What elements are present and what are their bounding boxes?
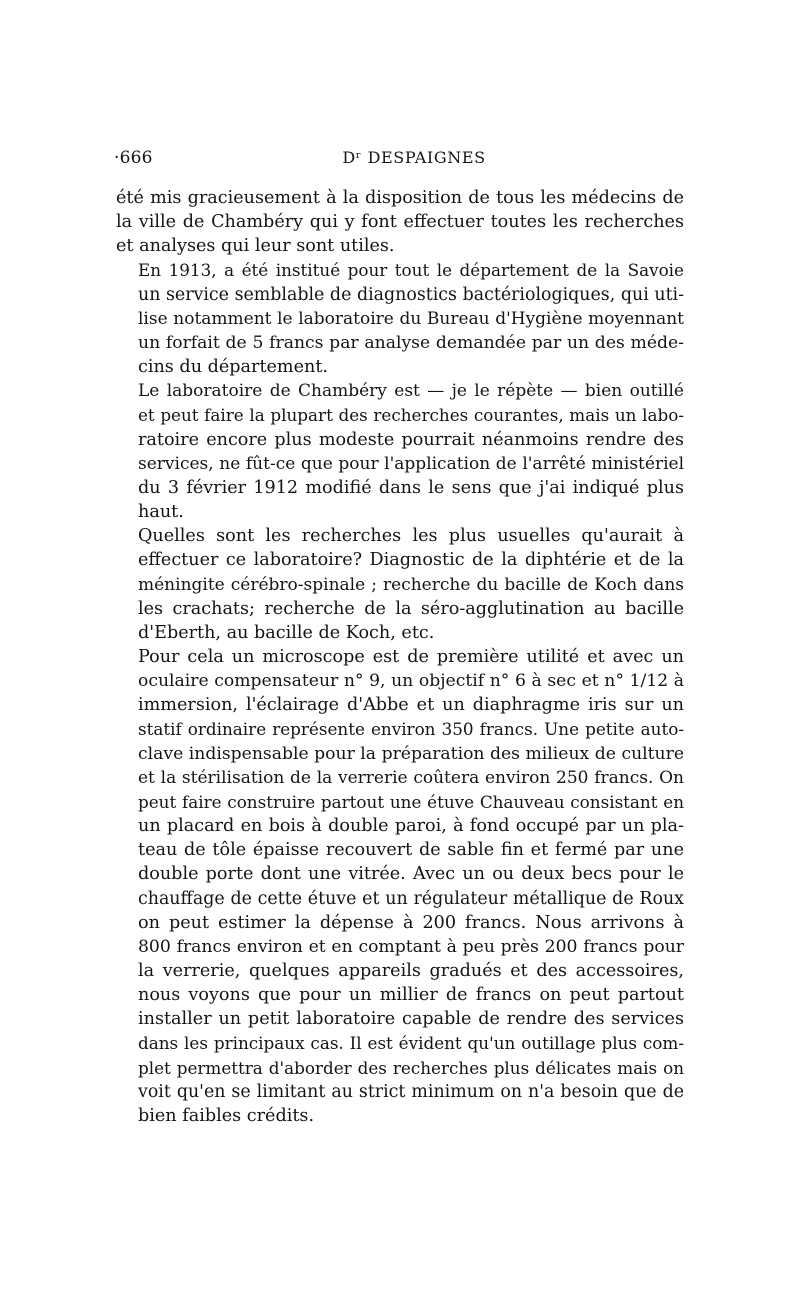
text-line: été mis gracieusement à la disposition de tous les médecins de [116, 188, 684, 208]
text-line: double porte dont une vitrée. Avec un ou deux becs pour le [138, 864, 684, 885]
text-line: et peut faire la plupart des recherches courantes, mais un labo- [138, 405, 684, 426]
text-line: oculaire compensateur n° 9, un objectif n° 6 à sec et n° 1/12 à [138, 671, 684, 692]
running-title: Dʳ DESPAIGNES [342, 148, 486, 167]
text-line: plet permettra d'aborder des recherches plus délicates mais on [138, 1057, 684, 1078]
text-line: méningite cérébro-spinale ; recherche du bacille de Koch dans [138, 574, 684, 595]
text-line: 800 francs environ et en comptant à peu près 200 francs pour [138, 936, 684, 957]
text-line: installer un petit laboratoire capable de rendre des services [138, 1009, 684, 1030]
text-line: peut faire construire partout une étuve Chauveau consistant en [138, 791, 684, 812]
text-line: Le laboratoire de Chambéry est — je le répète — bien outillé [138, 381, 684, 402]
body-text [116, 186, 684, 1128]
text-line: on peut estimer la dépense à 200 francs. Nous arrivons à [138, 912, 684, 933]
text-line: les crachats; recherche de la séro-agglutination au bacille [138, 598, 684, 619]
text-line: Quelles sont les recherches les plus usuelles qu'aurait à [138, 526, 684, 547]
text-line: nous voyons que pour un millier de francs on peut partout [138, 985, 684, 1006]
text-line: bien faibles crédits. [138, 1105, 315, 1126]
running-head [114, 148, 684, 174]
paragraph [116, 186, 684, 258]
text-line: statif ordinaire représente environ 350 francs. Une petite auto- [138, 719, 684, 740]
text-line: lise notamment le laboratoire du Bureau d'Hygiène moyennant [138, 308, 684, 329]
paragraph [116, 379, 684, 524]
paragraph [116, 524, 684, 645]
text-line: un forfait de 5 francs par analyse demandée par un des méde- [138, 332, 684, 353]
text-line: En 1913, a été institué pour tout le département de la Savoie [138, 260, 684, 281]
text-line: immersion, l'éclairage d'Abbe et un diaphragme iris sur un [138, 695, 684, 716]
text-line: et analyses qui leur sont utiles. [116, 236, 395, 257]
text-line: la ville de Chambéry qui y font effectuer toutes les recherches [116, 212, 684, 233]
text-line: services, ne fût-ce que pour l'application de l'arrêté ministériel [138, 453, 684, 474]
text-line: un placard en bois à double paroi, à fond occupé par un pla- [138, 816, 684, 837]
text-line: dans les principaux cas. Il est évident qu'un outillage plus com- [138, 1033, 684, 1054]
text-line: d'Eberth, au bacille de Koch, etc. [138, 622, 435, 643]
text-line: la verrerie, quelques appareils gradués et des accessoires, [138, 961, 684, 981]
paragraph [116, 258, 684, 379]
paragraph [116, 645, 684, 1128]
text-line: effectuer ce laboratoire? Diagnostic de la diphtérie et de la [138, 550, 684, 571]
text-line: un service semblable de diagnostics bactériologiques, qui uti- [138, 284, 684, 305]
text-line: Pour cela un microscope est de première utilité et avec un [138, 646, 684, 667]
page-number: ·666 [114, 148, 153, 168]
text-line: cins du département. [138, 357, 329, 378]
text-line: teau de tôle épaisse recouvert de sable fin et fermé par une [138, 840, 684, 861]
text-line: du 3 février 1912 modifié dans le sens que j'ai indiqué plus [138, 477, 684, 498]
text-line: et la stérilisation de la verrerie coûtera environ 250 francs. On [138, 767, 684, 788]
text-line: voit qu'en se limitant au strict minimum on n'a besoin que de [138, 1081, 684, 1102]
text-line: ratoire encore plus modeste pourrait néanmoins rendre des [138, 429, 684, 450]
text-line: chauffage de cette étuve et un régulateur métallique de Roux [138, 888, 684, 909]
text-line: clave indispensable pour la préparation des milieux de culture [138, 743, 684, 764]
text-line: haut. [138, 502, 184, 523]
